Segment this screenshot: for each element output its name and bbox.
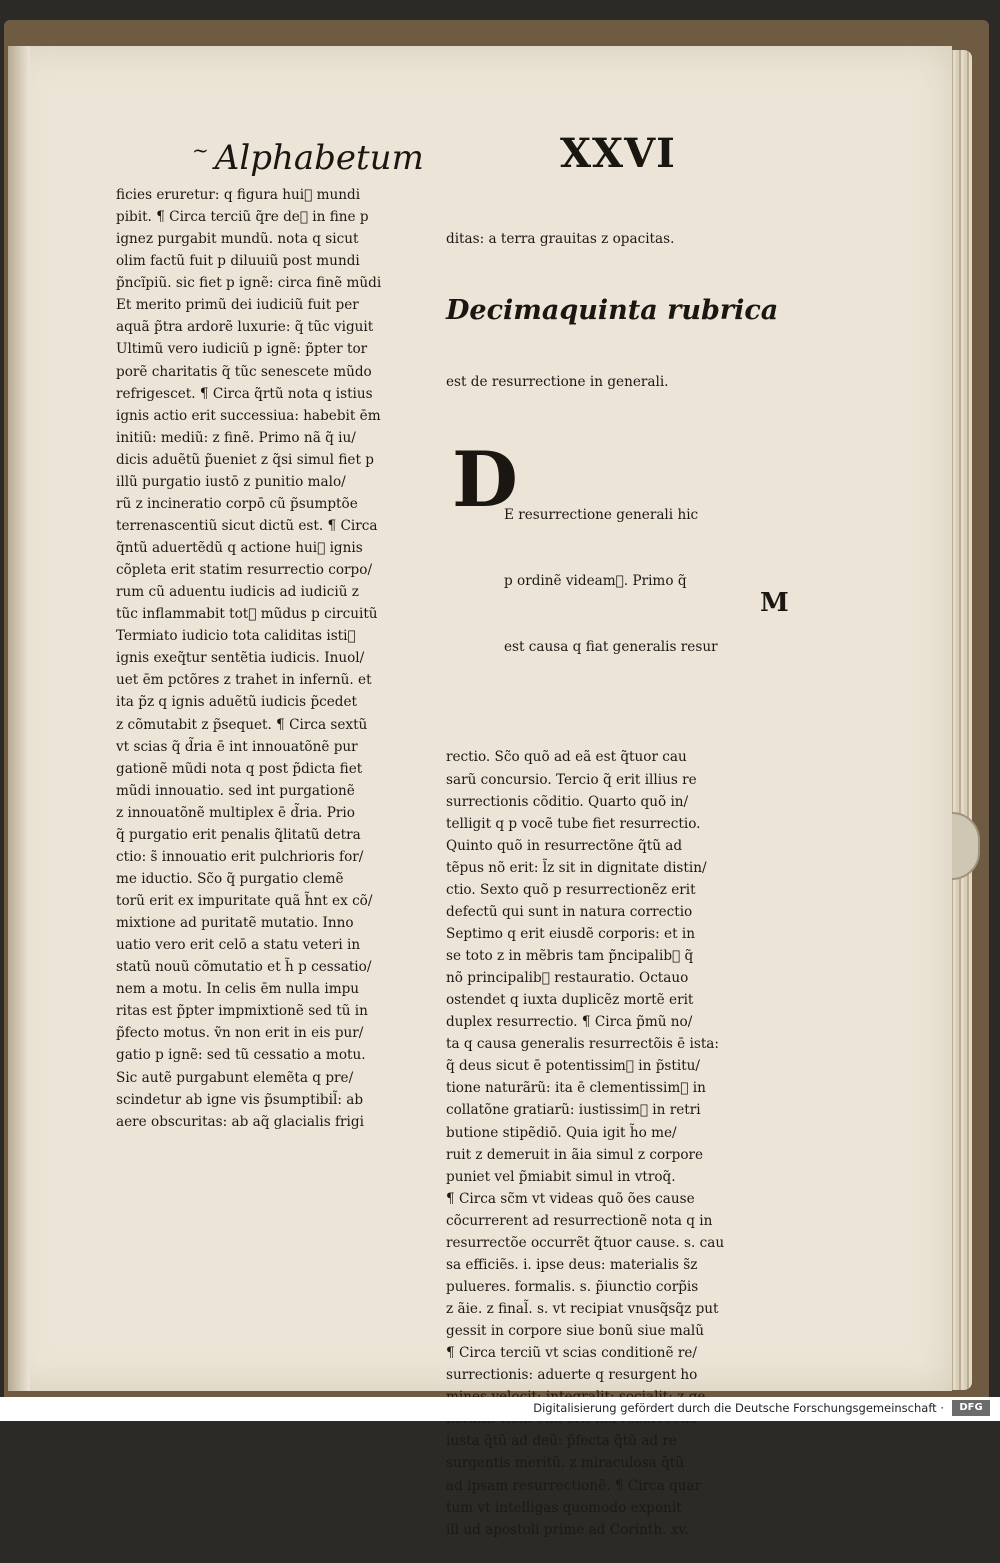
text-line: z ãie. z final̃. s. vt recipiat vnusq̃sq̃z put [446, 1301, 719, 1317]
text-line: cõcurrerent ad resurrectionẽ nota q in [446, 1212, 713, 1229]
text-line: p̃fecto motus. ṽn non erit in eis pur/ [116, 1025, 364, 1042]
text-line: ignis exeq̃tur sentẽtia iudicis. Inuol/ [116, 650, 365, 667]
text-line: butione stipẽdiō. Quia igit h̃o me/ [446, 1124, 677, 1141]
text-line: olim factũ fuit p diluuiũ post mundi [116, 253, 360, 270]
text-line: uatio vero erit celō a statu veteri in [116, 937, 361, 954]
page-gutter [8, 46, 30, 1391]
text-line: tum vt intelligas quomodo exponit [446, 1499, 682, 1516]
text-line: mũdi innouatio. sed int purgationẽ [116, 782, 355, 799]
text-line: ill ud apostoli prime ad Corinth. xv. [446, 1521, 689, 1538]
drop-cap-paragraph [446, 434, 762, 703]
text-line: porẽ charitatis q̃ tũc senescete mũdo [116, 363, 372, 380]
text-line: Ultimũ vero iudiciũ p ignẽ: p̃pter tor [116, 341, 368, 358]
rubric-title: Decimaquinta rubrica [446, 295, 779, 327]
text-line: gationẽ mũdi nota q post p̃dicta fiet [116, 760, 363, 777]
text-line: Et merito primũ dei iudiciũ fuit per [116, 297, 359, 314]
text-line: pulueres. formalis. s. p̃iunctio corp̃is [446, 1278, 699, 1295]
text-line: statũ nouũ cõmutatio et h̃ p cessatio/ [116, 959, 372, 976]
text-line: Sic autẽ purgabunt elemẽta q pre/ [116, 1069, 354, 1086]
text-line: dicis aduẽtũ p̃ueniet z q̃si simul fiet p [116, 451, 374, 468]
text-line: torũ erit ex impuritate quã h̃nt ex cõ/ [116, 893, 373, 909]
text-line: aquã p̃tra ardorẽ luxurie: q̃ tũc viguit [116, 319, 374, 336]
text-line: nõ principalib᷒ restauratio. Octauo [446, 970, 689, 987]
text-line: est causa q fiat generalis resur [504, 639, 718, 656]
header-mark: ~ [192, 138, 209, 162]
text-line: rũ z incineratio corpō cũ p̃sumptõe [116, 495, 358, 512]
text-line: ctio. Sexto quõ p resurrectionẽz erit [446, 881, 696, 898]
text-line: tũc inflammabit tot᷒ mũdus p circuitũ [116, 606, 378, 623]
text-line: initiũ: mediũ: z finẽ. Primo nã q̃ iu/ [116, 429, 356, 446]
rubric-subtitle: est de resurrectione in generali. [446, 374, 669, 391]
text-line: terrenascentiũ sicut dictũ est. ¶ Circa [116, 517, 378, 534]
text-line: surrectionis cõditio. Quarto quõ in/ [446, 793, 689, 810]
text-line: E resurrectione generali hic [504, 506, 699, 523]
text-line: ruit z demeruit in ãia simul z corpore [446, 1146, 704, 1163]
text-line: ita p̃z q ignis aduẽtũ iudicis p̃cedet [116, 694, 358, 711]
footer-bar [0, 1397, 1000, 1421]
text-line: ¶ Circa terciũ vt scias conditionẽ re/ [446, 1345, 697, 1362]
text-line: Quinto quõ in resurrectõne q̃tũ ad [446, 837, 683, 854]
text-line: ad ipsam resurrectionẽ. ¶ Circa quar [446, 1477, 702, 1494]
right-text-column [446, 184, 779, 1563]
text-line: telligit q p vocẽ tube fiet resurrectio. [446, 815, 701, 832]
text-line: q̃ purgatio erit penalis q̃litatũ detra [116, 826, 361, 843]
text-line: tẽpus nõ erit: l̃z sit in dignitate distin/ [446, 859, 707, 876]
text-line: ritas est p̃pter impmixtionẽ sed tũ in [116, 1003, 368, 1020]
footer-credit: Digitalisierung gefördert durch die Deutsche Forschungsgemeinschaft · [533, 1401, 944, 1415]
text-line: tione naturãrũ: ita ē clementissim᷒ in [446, 1080, 706, 1097]
text-line: se toto z in mẽbris tam p̃ncipalib᷒ q̃ [446, 948, 694, 964]
text-line: defectũ qui sunt in natura correctio [446, 903, 693, 920]
text-line: q̃ deus sicut ē potentissim᷒ in p̃stitu/ [446, 1058, 701, 1075]
text-line: iusta q̃tũ ad deũ: p̃fecta q̃tũ ad re [446, 1433, 677, 1450]
text-line: gessit in corpore siue bonũ siue malũ [446, 1323, 705, 1340]
right-column-lines [446, 746, 762, 1540]
text-line: sarũ concursio. Tercio q̃ erit illius re [446, 771, 697, 788]
text-line: cõpleta erit statim resurrectio corpo/ [116, 562, 373, 579]
text-line: ostendet q iuxta duplicẽz mortẽ erit [446, 992, 694, 1009]
folio-number: XXVI [560, 130, 676, 177]
text-line: rectio. Sc̃o quõ ad eã est q̃tuor cau [446, 749, 687, 766]
text-line: uet ēm pctõres z trahet in infernũ. et [116, 672, 372, 689]
text-line: ta q causa generalis resurrectõis ē ista: [446, 1036, 719, 1053]
left-text-column [116, 184, 434, 1133]
text-line: ficies eruretur: q figura hui᷒ mundi [116, 187, 361, 203]
text-line: refrigescet. ¶ Circa q̃rtũ nota q istius [116, 385, 373, 402]
text-line: sa efficiẽs. i. ipse deus: materialis s̃z [446, 1256, 698, 1273]
text-line: puniet vel p̃miabit simul in vtroq̃. [446, 1168, 676, 1185]
text-line: p ordinẽ videam᷒. Primo q̃ [504, 572, 687, 589]
running-header-left [192, 138, 424, 178]
text-line: ignis actio erit successiua: habebit ēm [116, 407, 381, 424]
header-left-title: Alphabetum [214, 138, 424, 178]
margin-note: M [760, 588, 789, 618]
text-line: z cõmutabit z p̃sequet. ¶ Circa sextũ [116, 716, 368, 733]
text-line: aere obscuritas: ab aq̃ glacialis frigi [116, 1113, 364, 1130]
text-line: Septimo q erit eiusdẽ corporis: et in [446, 925, 695, 942]
text-line: ¶ Circa sc̃m vt videas quõ ões cause [446, 1190, 695, 1207]
text-line: vt scias q̃ d̃ria ē int innouatõnẽ pur [116, 738, 358, 755]
text-line: pibit. ¶ Circa terciũ q̃re de᷒ in fine p [116, 209, 369, 226]
text-line: rum cũ aduentu iudicis ad iudiciũ z [116, 584, 359, 601]
drop-cap-initial: D [452, 434, 518, 524]
text-line: surrectionis: aduerte q resurgent ho [446, 1367, 698, 1384]
text-line: collatõne gratiarũ: iustissim᷒ in retri [446, 1102, 701, 1119]
text-line: nem a motu. In celis ēm nulla impu [116, 981, 360, 998]
dfg-logo: DFG [952, 1400, 990, 1416]
text-line: resurrectõe occurrẽt q̃tuor cause. s. cau [446, 1234, 725, 1251]
text-line: mixtione ad puritatẽ mutatio. Inno [116, 915, 354, 932]
text-line: me iductio. Sc̃o q̃ purgatio clemẽ [116, 870, 344, 887]
text-line: illũ purgatio iustō z punitio malo/ [116, 473, 346, 490]
text-line: surgentis meritũ. z miraculosa q̃tũ [446, 1455, 685, 1472]
text-line: p̃ncĩpiũ. sic fiet p ignẽ: circa finẽ mũdi [116, 275, 382, 292]
text-line: z innouatõnẽ multiplex ē d̃ria. Prio [116, 804, 355, 821]
text-line: gatio p ignẽ: sed tũ cessatio a motu. [116, 1047, 366, 1064]
text-line: q̃ntũ aduertẽdũ q actione hui᷒ ignis [116, 540, 363, 556]
text-line: scindetur ab igne vis p̃sumptibil̃: ab [116, 1091, 364, 1108]
text-line: ignez purgabit mundũ. nota q sicut [116, 231, 359, 248]
text-line: ctio: s̃ innouatio erit pulchrioris for/ [116, 848, 364, 865]
text-line: ditas: a terra grauitas z opacitas. [446, 231, 675, 248]
text-line: Termiato iudicio tota caliditas isti᷒ [116, 628, 356, 645]
text-line: duplex resurrectio. ¶ Circa p̃mũ no/ [446, 1014, 693, 1031]
